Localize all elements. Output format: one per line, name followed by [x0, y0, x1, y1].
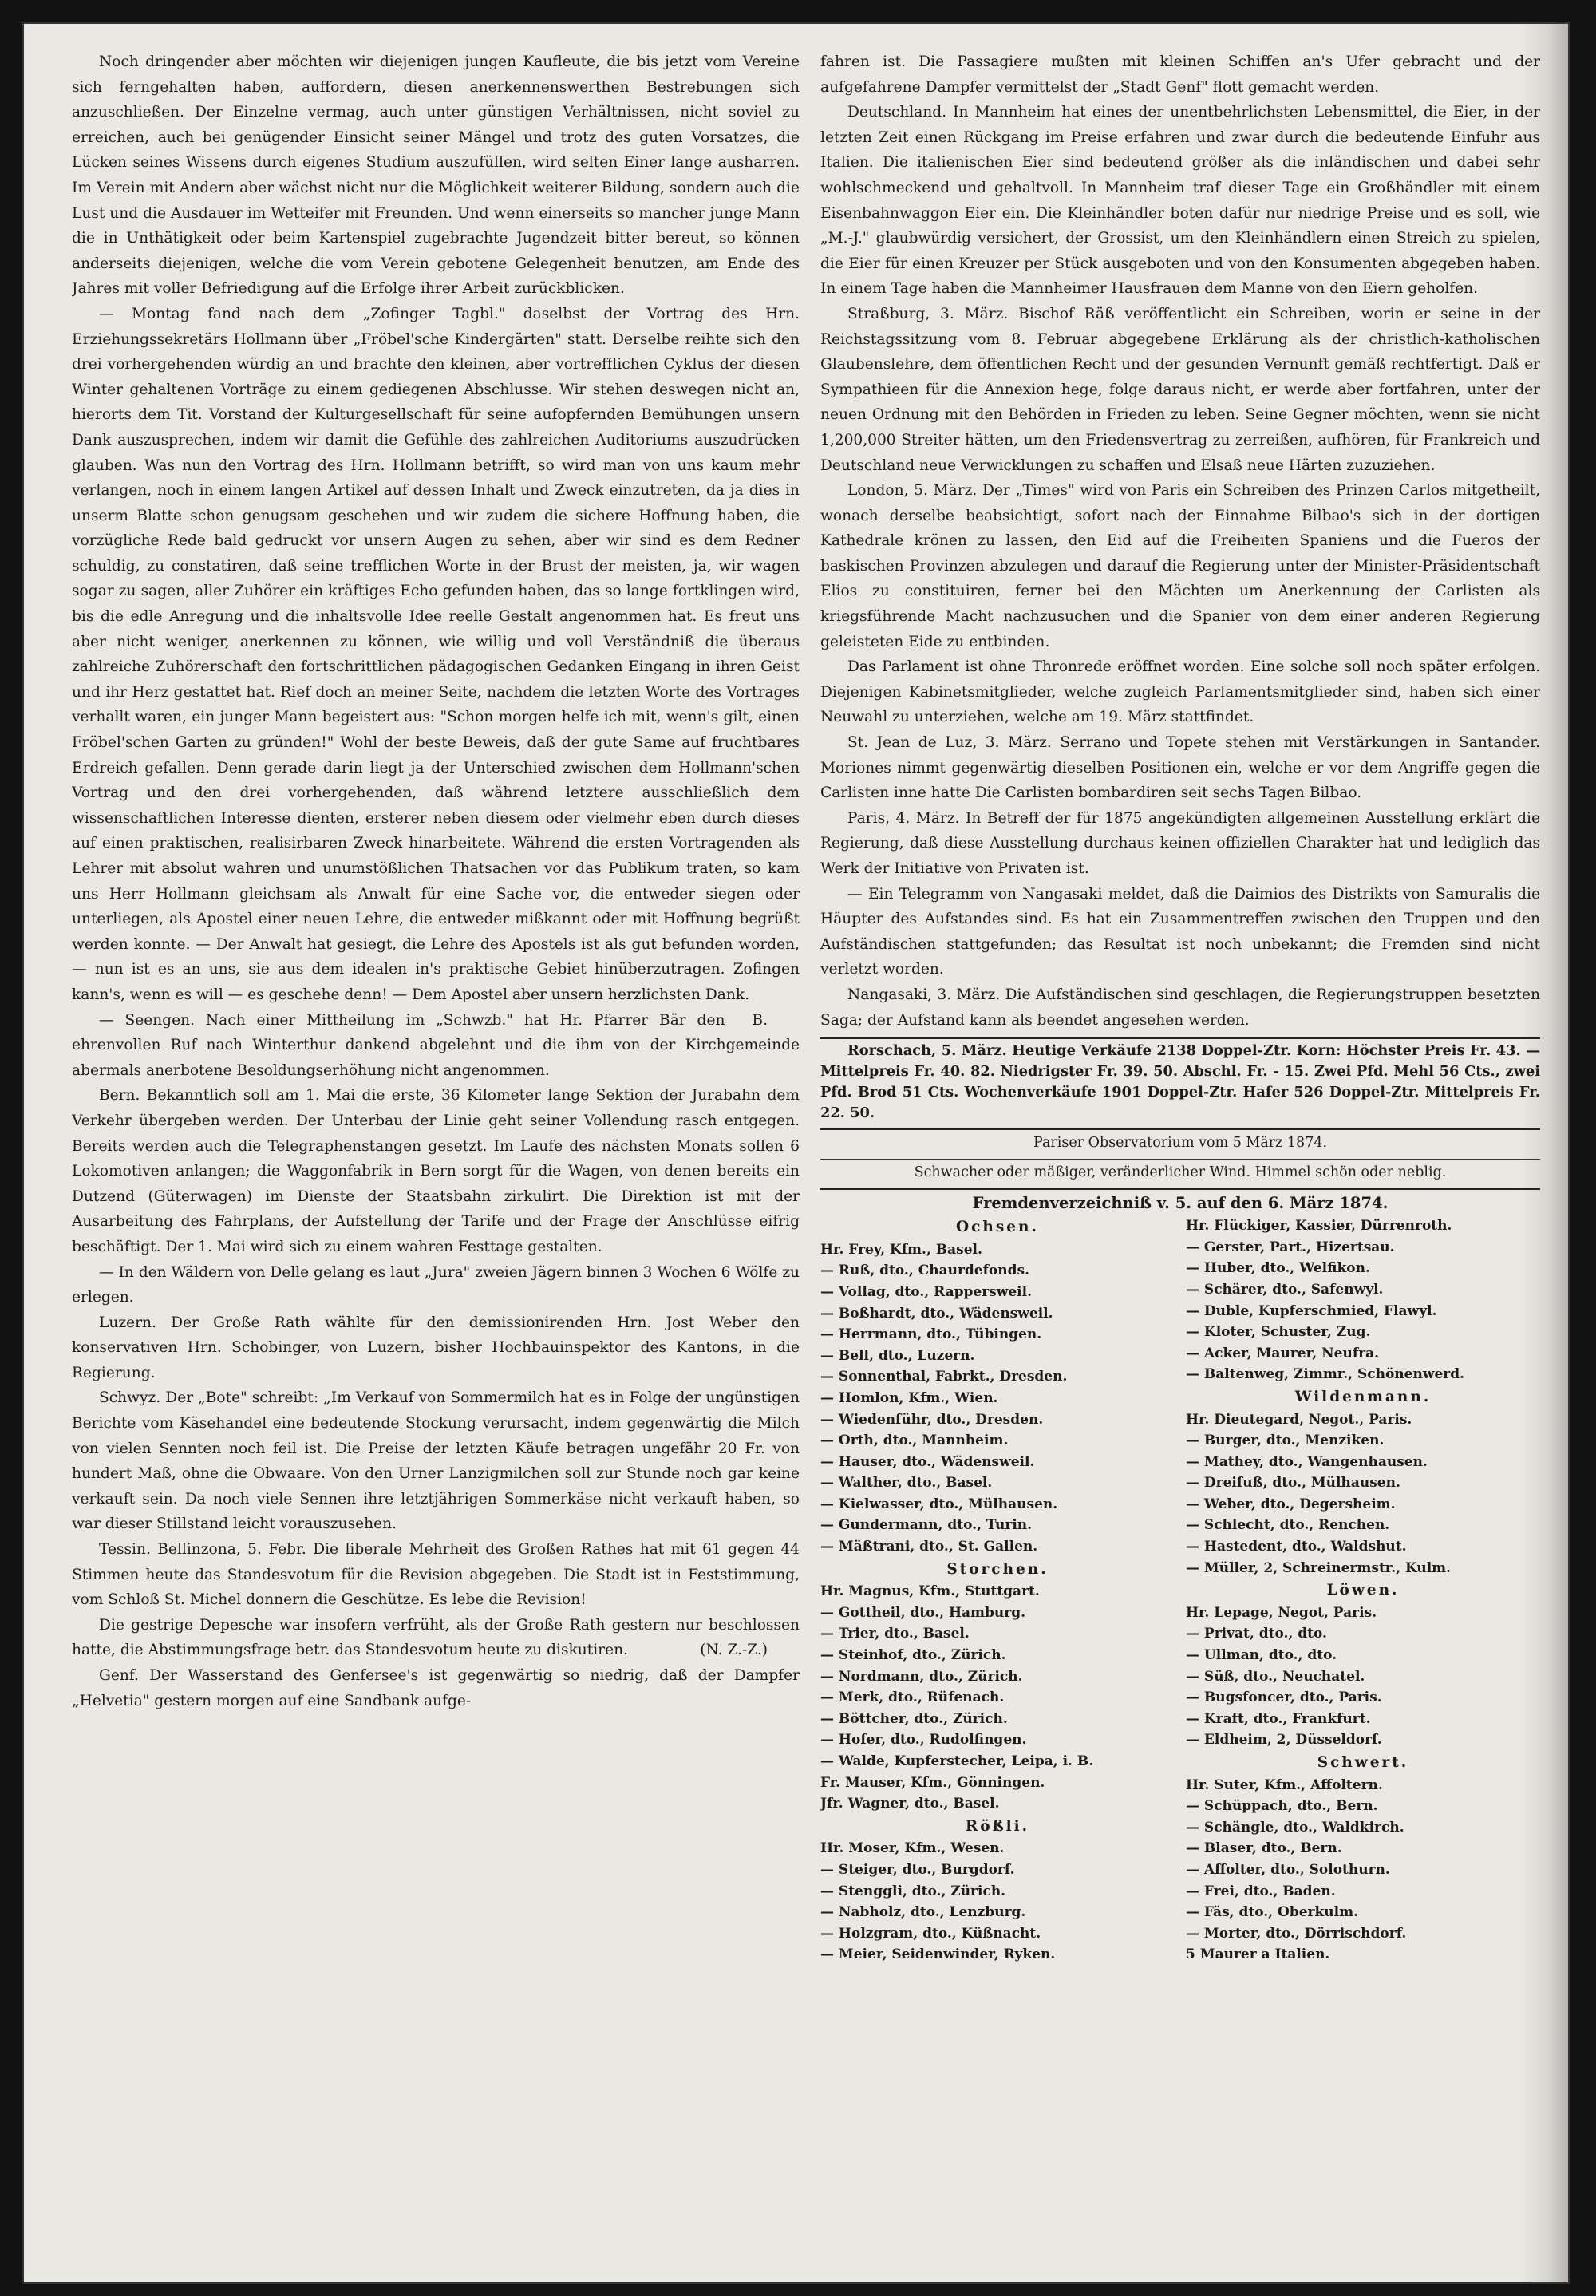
- guest-entry: — Burger, dto., Menziken.: [1186, 1433, 1385, 1449]
- hotel-heading: Storchen.: [946, 1560, 1049, 1578]
- guest-entry: Jfr. Wagner, dto., Basel.: [820, 1796, 1000, 1812]
- guest-entry: — Schlecht, dto., Renchen.: [1186, 1517, 1390, 1534]
- guest-entry: — Walther, dto., Basel.: [820, 1475, 993, 1492]
- guest-entry: — Eldheim, 2, Düsseldorf.: [1186, 1732, 1382, 1749]
- guest-entry: — Wiedenführ, dto., Dresden.: [820, 1411, 1044, 1428]
- article-strassburg: Straßburg, 3. März. Bischof Räß veröffentlicht ein Schreiben, worin er seine in der Reichstagssitzung vom 8. Februar abgegebene Erklärung als der christlich-katholischen Glaubenslehre, dem öffentlichen Recht und der gesunden Vernunft gemäß rechtfertigt. Daß er Sympathieen für die Annexion hege, folge daraus nicht, er werde aber fortfahren, unter der neuen Ordnung mit den Behörden in Frieden zu leben. Seine Gegner möchten, wenn sie nicht 1,200,000 Streiter hätten, um den Friedensvertrag zu zerreißen, aufhören, für Frankreich und Deutschland neue Verwicklungen zu schaffen und Elsaß neue Härten zuzuziehen.: [820, 305, 1540, 474]
- guest-entry: — Mathey, dto., Wangenhausen.: [1186, 1453, 1428, 1470]
- article-zofingen-vortrag: — Montag fand nach dem „Zofinger Tagbl." daselbst der Vortrag des Hrn. Erziehungssekretärs Hollmann über „Fröbel'sche Kindergärten" statt. Derselbe reihte sich den drei vorhergehenden würdig an und brachte den kleinen, aber vortrefflichen Cyklus der diesen Winter gehaltenen Vorträge zu einem gediegenen Abschlusse. Wir stehen deswegen nicht an, hierorts dem Tit. Vorstand der Kulturgesellschaft für seine aufopfernden Bemühungen unsern Dank auszusprechen, indem wir damit die Gefühle des zahlreichen Auditoriums auszudrücken glauben. Was nun den Vortrag des Hrn. Hollmann betrifft, so wird man von uns kaum mehr verlangen, noch in einem langen Artikel auf dessen Inhalt und Zweck einzutreten, da ja dies in unserm Blatte schon genugsam geschehen und wir zudem die sichere Hoffnung haben, die vorzügliche Rede bald gedruckt vor unsern Augen zu sehen, aber wir sind es dem Redner schuldig, zu constatiren, daß seine trefflichen Worte in der Brust der meisten, ja, wir wagen sogar zu sagen, aller Zuhörer ein kräftiges Echo gefunden haben, das so lange fortklingen wird, bis die edle Anregung und die inhaltsvolle Idee reelle Gestalt angenommen hat. Es freut uns aber nicht weniger, anerkennen zu können, wie willig und voll Verständniß die überaus zahlreiche Zuhörerschaft den fortschrittlichen pädagogischen Gedanken Eingang in ihren Geist und ihr Herz gestattet hat. Rief doch an meiner Seite, nachdem die letzten Worte des Vortrages verhallt waren, ein junger Mann begeistert aus: "Schon morgen helfe ich mit, wenn's gilt, einen Fröbel'schen Garten zu gründen!" Wohl der beste Beweis, daß der gute Same auf fruchtbares Erdreich gefallen. Denn gerade darin liegt ja der Unterschied zwischen dem Hollmann'schen Vortrag und den drei vorhergehenden, daß während letztere ausschließlich dem wissenschaftlichen Interesse dienten, ersterer neben diesem oder vielmehr eben durch dieses auf einen praktischen, realisirbaren Zweck hinarbeitete. Während die ersten Vortragenden als Lehrer mit absolut wahren und unumstößlichen Thatsachen vor das Publikum traten, so kam uns Herr Hollmann gleichsam als Anwalt für eine Sache vor, die entweder siegen oder unterliegen, als Apostel einer neuen Lehre, die entweder mißkannt oder mit Hoffnung begrüßt werden konnte. — Der Anwalt hat gesiegt, die Lehre des Apostels ist als gut befunden worden, — nun ist es an uns, sie aus dem idealen in's praktische Gebiet hinüberzutragen. Zofingen kann's, wenn es will — es geschehe denn! — Dem Apostel aber unsern herzlichsten Dank. B.: [72, 302, 800, 1008]
- article-bern: Bern. Bekanntlich soll am 1. Mai die erste, 36 Kilometer lange Sektion der Jurabahn dem Verkehr übergeben werden. Der Unterbau der Linie geht seiner Vollendung rasch entgegen. Bereits werden auch die Telegraphenstangen gesetzt. Im Laufe des nächsten Monats sollen 6 Lokomotiven anlangen; die Waggonfabrik in Bern sorgt für die Wagen, von denen bereits ein Dutzend (Güterwagen) im Dienste der Staatsbahn zirkulirt. Die Direktion ist mit der Ausarbeitung des Fahrplans, der Aufstellung der Tarife und der Frage der Anschlüsse eifrig beschäftigt. Der 1. Mai wird sich zu einem wahren Festtage gestalten.: [72, 1087, 800, 1255]
- article-genf: Genf. Der Wasserstand des Genfersee's ist gegenwärtig so niedrig, daß der Dampfer „Helvetia" gestern morgen auf eine Sandbank aufge-: [72, 1667, 800, 1709]
- guest-entry: — Böttcher, dto., Zürich.: [820, 1710, 1008, 1727]
- guest-list: [820, 1215, 1540, 1966]
- hotel-heading: Wildenmann.: [1294, 1388, 1432, 1405]
- guest-list-title: Fremdenverzeichniß v. 5. auf den 6. März 1874.: [972, 1194, 1389, 1213]
- guest-entry: — Bell, dto., Luzern.: [820, 1347, 975, 1364]
- observatory-forecast: Schwacher oder mäßiger, veränderlicher Wind. Himmel schön oder neblig.: [914, 1164, 1447, 1181]
- guest-entry: — Meier, Seidenwinder, Ryken.: [820, 1946, 1056, 1963]
- guest-entry: — Gottheil, dto., Hamburg.: [820, 1604, 1026, 1621]
- market-report: Rorschach, 5. März. Heutige Verkäufe 2138 Doppel-Ztr. Korn: Höchster Preis Fr. 43. — Mittelpreis Fr. 40. 82. Niedrigster Fr. 39. 50. Abschl. Fr. - 15. Zwei Pfd. Mehl 56 Cts., zwei Pfd. Brod 51 Cts. Wochenverkäufe 1901 Doppel-Ztr. Hafer 526 Doppel-Ztr. Mittelpreis Fr. 22. 50.: [820, 1042, 1540, 1122]
- guest-entry: Hr. Suter, Kfm., Affoltern.: [1186, 1776, 1383, 1793]
- guest-entry: — Stenggli, dto., Zürich.: [820, 1883, 1006, 1899]
- left-column: [72, 49, 800, 2220]
- article-luzern: Luzern. Der Große Rath wählte für den demissionirenden Hrn. Jost Weber den konservativen Hrn. Schobinger, von Luzern, bisher Hochbauinspektor des Kantons, in die Regierung.: [72, 1314, 800, 1381]
- guest-entry: — Steinhof, dto., Zürich.: [820, 1647, 1006, 1664]
- article-signature: B.: [752, 1011, 768, 1029]
- divider: [820, 1159, 1540, 1160]
- guest-entry: — Süß, dto., Neuchatel.: [1186, 1668, 1365, 1685]
- newspaper-page: [24, 24, 1568, 2282]
- guest-entry: — Nabholz, dto., Lenzburg.: [820, 1904, 1026, 1921]
- article-parlament: Das Parlament ist ohne Thronrede eröffnet worden. Eine solche soll noch später erfolgen. Diejenigen Kabinetsmitglieder, welche zugleich Parlamentsmitglieder sind, haben sich einer Neuwahl zu unterziehen, welche am 19. März stattfindet.: [820, 658, 1540, 726]
- guest-entry: — Walde, Kupferstecher, Leipa, i. B.: [820, 1753, 1094, 1769]
- guest-entry: — Duble, Kupferschmied, Flawyl.: [1186, 1302, 1437, 1319]
- guest-entry: — Boßhardt, dto., Wädensweil.: [820, 1305, 1053, 1322]
- guest-entry: — Acker, Maurer, Neufra.: [1186, 1345, 1380, 1361]
- article-seengen: — Seengen. Nach einer Mittheilung im „Schwzb." hat Hr. Pfarrer Bär den ehrenvollen Ruf nach Winterthur dankend abgelehnt und die ihm von der Kirchgemeinde abermals anerbotene Besoldungserhöhung nicht angenommen.: [72, 1011, 800, 1079]
- guest-entry: Hr. Frey, Kfm., Basel.: [820, 1241, 982, 1258]
- guest-entry: — Mäßtrani, dto., St. Gallen.: [820, 1539, 1038, 1555]
- guest-entry: — Baltenweg, Zimmr., Schönenwerd.: [1186, 1366, 1465, 1383]
- guest-entry: — Gerster, Part., Hizertsau.: [1186, 1239, 1395, 1255]
- divider: [820, 1128, 1540, 1130]
- observatory-title: Pariser Observatorium vom 5 März 1874.: [1033, 1135, 1328, 1152]
- article-nangasaki: Nangasaki, 3. März. Die Aufständischen sind geschlagen, die Regierungstruppen besetzten Saga; der Aufstand kann als beendet angesehen werden.: [820, 986, 1540, 1029]
- article-kaufleute: Noch dringender aber möchten wir diejenigen jungen Kaufleute, die bis jetzt vom Vereine sich ferngehalten haben, auffordern, diesen anerkennenswerthen Bestrebungen sich anzuschließen. Der Einzelne vermag, auch unter günstigen Verhältnissen, nicht soviel zu erreichen, auch bei genügender Einsicht seiner Mängel und trotz des guten Vorsatzes, die Lücken seines Wissens durch eigenes Studium auszufüllen, wird selten Einer lange ausharren. Im Verein mit Andern aber wächst nicht nur die Möglichkeit weiterer Bildung, sondern auch die Lust und die Ausdauer im Wetteifer mit Freunden. Und wenn einerseits so mancher junge Mann die in Unthätigkeit oder beim Kartenspiel zugebrachte Jugendzeit bitter bereut, so können anderseits diejenigen, welche die vom Verein gebotene Gelegenheit benutzen, am Ende des Jahres mit voller Befriedigung auf die Erfolge ihrer Arbeit zurückblicken.: [72, 53, 800, 298]
- guest-entry: — Affolter, dto., Solothurn.: [1186, 1861, 1390, 1878]
- guest-entry: — Merk, dto., Rüfenach.: [820, 1689, 1005, 1706]
- guest-entry: — Dreifuß, dto., Mülhausen.: [1186, 1475, 1400, 1492]
- guest-entry: — Trier, dto., Basel.: [820, 1626, 970, 1642]
- guest-entry: — Morter, dto., Dörrischdorf.: [1186, 1925, 1407, 1942]
- guest-entry: — Nordmann, dto., Zürich.: [820, 1668, 1023, 1685]
- guest-entry: Hr. Moser, Kfm., Wesen.: [820, 1840, 1005, 1857]
- guest-entry: Fr. Mauser, Kfm., Gönningen.: [820, 1774, 1045, 1791]
- guest-entry: Hr. Flückiger, Kassier, Dürrenroth.: [1186, 1218, 1452, 1235]
- article-deutschland: Deutschland. In Mannheim hat eines der unentbehrlichsten Lebensmittel, die Eier, in der letzten Zeit einen Rückgang im Preise erfahren und zwar durch die bedeutende Einfuhr aus Italien. Die italienischen Eier sind bedeutend größer als die inländischen und dabei sehr wohlschmeckend und gehaltvoll. In Mannheim traf dieser Tage ein Großhändler mit einem Eisenbahnwaggon Eier ein. Die Kleinhändler boten dafür nur niedrige Preise und es soll, wie „M.-J." glaubwürdig versichert, der Grossist, um den Kleinhändlern einen Streich zu spielen, die Eier für einen Kreuzer per Stück ausgeboten und von den Konsumenten abgegeben haben. In einem Tage haben die Mannheimer Hausfrauen dem Manne von den Eiern geholfen.: [820, 104, 1540, 298]
- guest-entry: — Müller, 2, Schreinermstr., Kulm.: [1186, 1559, 1452, 1576]
- guest-entry: Hr. Lepage, Negot, Paris.: [1186, 1604, 1377, 1621]
- article-london: London, 5. März. Der „Times" wird von Paris ein Schreiben des Prinzen Carlos mitgetheilt, wonach derselbe beabsichtigt, sofort nach der Einnahme Bilbao's sich in der dortigen Kathedrale krönen zu lassen, den Eid auf die Freiheiten Spaniens und die Fueros der baskischen Provinzen abzulegen und darauf die Regierung unter der Minister-Präsidentschaft Elios zu constituiren, ferner bei den Mächten um Anerkennung der Carlisten als kriegsführende Macht nachzusuchen und die Spanier von dem einer anderen Regierung geleisteten Eide zu entbinden.: [820, 482, 1540, 650]
- guest-entry: 5 Maurer a Italien.: [1186, 1946, 1330, 1963]
- guest-entry: — Kielwasser, dto., Mülhausen.: [820, 1496, 1058, 1512]
- article-paris: Paris, 4. März. In Betreff der für 1875 angekündigten allgemeinen Ausstellung erklärt die Regierung, daß diese Ausstellung durchaus keinen offiziellen Charakter hat und lediglich das Werk der Initiative von Privaten ist.: [820, 809, 1540, 877]
- guest-entry: — Schüppach, dto., Bern.: [1186, 1798, 1378, 1815]
- guest-entry: — Weber, dto., Degersheim.: [1186, 1496, 1396, 1512]
- guest-entry: — Kraft, dto., Frankfurt.: [1186, 1710, 1371, 1727]
- guest-entry: — Vollag, dto., Rappersweil.: [820, 1283, 1033, 1300]
- guest-entry: — Fäs, dto., Oberkulm.: [1186, 1904, 1358, 1921]
- article-nangasaki-telegramm: — Ein Telegramm von Nangasaki meldet, daß die Daimios des Distrikts von Samuralis die Häupter des Aufstandes sind. Es hat ein Zusammentreffen zwischen den Truppen und den Aufständischen stattgefunden; das Resultat ist noch unbekannt; die Fremden sind nicht verletzt worden.: [820, 885, 1540, 978]
- divider: [820, 1037, 1540, 1039]
- guest-entry: Hr. Magnus, Kfm., Stuttgart.: [820, 1583, 1040, 1600]
- guest-entry: — Huber, dto., Welfikon.: [1186, 1260, 1370, 1277]
- article-st-jean-de-luz: St. Jean de Luz, 3. März. Serrano und Topete stehen mit Verstärkungen in Santander. Moriones nimmt gegenwärtig dieselben Positionen ein, welche er vor dem Angriffe gegen die Carlisten inne hatte Die Carlisten bombardiren seit sechs Tagen Bilbao.: [820, 734, 1540, 802]
- guest-entry: — Hofer, dto., Rudolfingen.: [820, 1732, 1027, 1749]
- guest-entry: — Holzgram, dto., Küßnacht.: [820, 1925, 1041, 1942]
- guest-entry: — Bugsfoncer, dto., Paris.: [1186, 1689, 1382, 1706]
- hotel-heading: Schwert.: [1317, 1754, 1409, 1771]
- guest-entry: — Frei, dto., Baden.: [1186, 1883, 1336, 1899]
- article-source: (N. Z.-Z.): [700, 1642, 768, 1659]
- hotel-heading: Rößli.: [965, 1817, 1030, 1835]
- right-column: [820, 49, 1540, 2220]
- guest-entry: — Hauser, dto., Wädensweil.: [820, 1453, 1035, 1470]
- article-genf-continued: fahren ist. Die Passagiere mußten mit kleinen Schiffen an's Ufer gebracht und der aufgefahrene Dampfer vermittelst der „Stadt Genf" flott gemacht werden.: [820, 53, 1540, 96]
- hotel-heading: Löwen.: [1326, 1582, 1400, 1599]
- guest-entry: — Orth, dto., Mannheim.: [820, 1433, 1009, 1449]
- guest-entry: — Schängle, dto., Waldkirch.: [1186, 1819, 1404, 1836]
- guest-entry: — Kloter, Schuster, Zug.: [1186, 1324, 1371, 1341]
- guest-list-left: [820, 1215, 1175, 1966]
- hotel-heading: Ochsen.: [956, 1219, 1039, 1236]
- guest-entry: — Ruß, dto., Chaurdefonds.: [820, 1263, 1030, 1279]
- guest-entry: — Herrmann, dto., Tübingen.: [820, 1326, 1042, 1343]
- guest-entry: Hr. Dieutegard, Negot., Paris.: [1186, 1411, 1412, 1428]
- article-tessin-correction: Die gestrige Depesche war insofern verfrüht, als der Große Rath gestern nur beschlossen hatte, die Abstimmungsfrage betr. das Standesvotum heute zu diskutiren. (N. Z.-Z.): [72, 1613, 800, 1663]
- article-schwyz: Schwyz. Der „Bote" schreibt: „Im Verkauf von Sommermilch hat es in Folge der ungünstigen Berichte vom Käsehandel eine bedeutende Stockung verursacht, indem gegenwärtig die Milch von vielen Sennten noch feil ist. Die Preise der letzten Käufe betragen ungefähr 20 Fr. von hundert Maß, ohne die Obwaare. Von den Urner Lanzigmilchen soll zur Stunde noch gar keine verkauft sein. Da noch viele Sennen ihre letztjährigen Sommerkäse nicht verkauft haben, so war dieser Stillstand leicht vorauszusehen.: [72, 1389, 800, 1533]
- guest-entry: — Hastedent, dto., Waldshut.: [1186, 1539, 1407, 1555]
- guest-entry: — Sonnenthal, Fabrkt., Dresden.: [820, 1369, 1068, 1385]
- guest-entry: — Privat, dto., dto.: [1186, 1626, 1327, 1642]
- guest-list-right: [1186, 1215, 1540, 1966]
- article-delle: — In den Wäldern von Delle gelang es laut „Jura" zweien Jägern binnen 3 Wochen 6 Wölfe zu erlegen.: [72, 1263, 800, 1306]
- guest-entry: — Gundermann, dto., Turin.: [820, 1517, 1033, 1534]
- guest-entry: — Schärer, dto., Safenwyl.: [1186, 1281, 1384, 1298]
- guest-entry: — Steiger, dto., Burgdorf.: [820, 1861, 1015, 1878]
- guest-entry: — Homlon, Kfm., Wien.: [820, 1389, 998, 1406]
- guest-entry: — Blaser, dto., Bern.: [1186, 1840, 1342, 1857]
- article-tessin: Tessin. Bellinzona, 5. Febr. Die liberale Mehrheit des Großen Rathes hat mit 61 gegen 44 Stimmen heute das Standesvotum für die Revision abgegeben. Die Stadt ist in Feststimmung, vom Schloß St. Michel donnern die Geschütze. Es lebe die Revision!: [72, 1541, 800, 1609]
- guest-entry: — Ullman, dto., dto.: [1186, 1647, 1337, 1664]
- divider: [820, 1188, 1540, 1190]
